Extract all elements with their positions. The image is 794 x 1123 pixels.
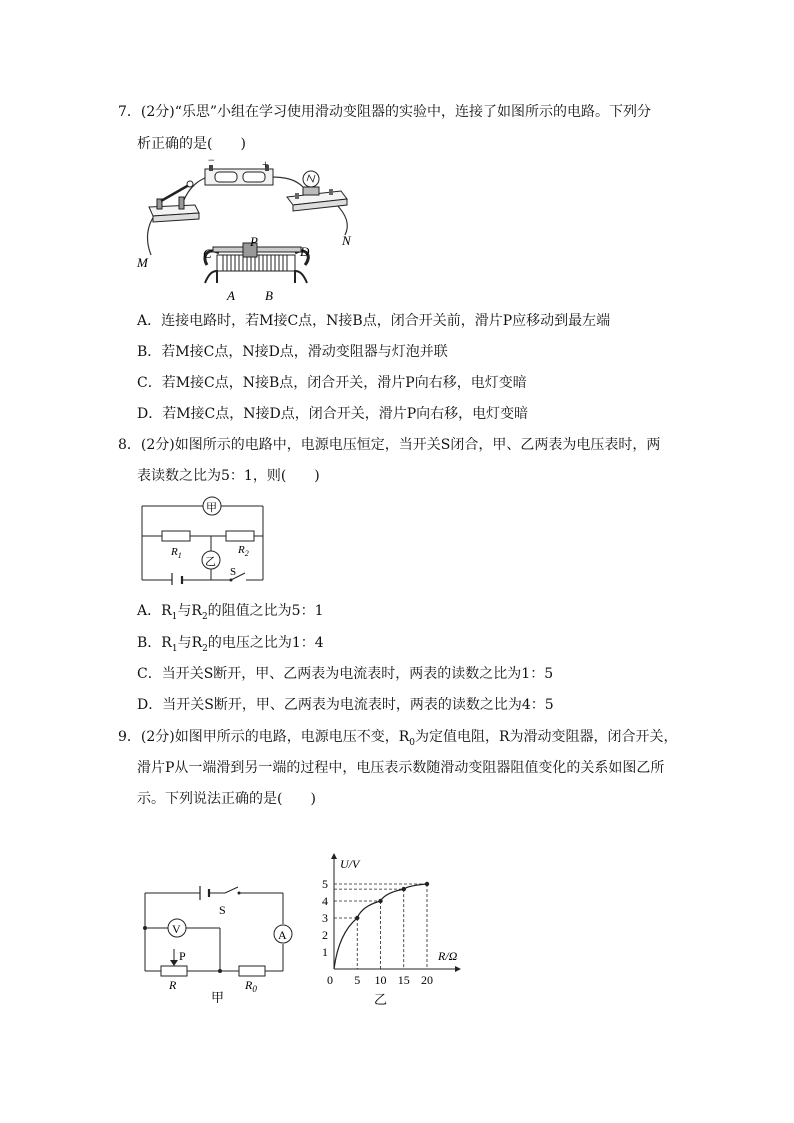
data-point-2 xyxy=(402,887,406,891)
q8-a-text3: 的阻值之比为5：1 xyxy=(207,603,324,619)
data-point-3 xyxy=(425,882,429,886)
slider-p-label: P xyxy=(250,234,258,249)
battery-minus-label: − xyxy=(208,155,215,167)
r0-subscript: 0 xyxy=(252,984,257,994)
q7-option-d: D．若M接C点，N接D点，闭合开关，滑片P向右移，电灯变暗 xyxy=(137,406,529,422)
r0-label: R xyxy=(245,978,253,992)
terminal-c-label: C xyxy=(203,246,212,261)
meter-jia-label: 甲 xyxy=(206,502,217,514)
lamp-device xyxy=(287,171,347,211)
svg-text:R0 xyxy=(244,978,257,994)
resistor-r2-icon xyxy=(226,531,254,541)
y-tick-label-1: 2 xyxy=(322,928,328,942)
rheostat-r-icon xyxy=(161,966,187,976)
q9-stem-line2: 滑片P从一端滑到另一端的过程中，电压表示数随滑动变阻器阻值变化的关系如图乙所 xyxy=(137,760,665,776)
switch-device xyxy=(149,181,199,222)
x-tick-label-2: 15 xyxy=(397,973,410,987)
q8-stem-line2: 表读数之比为5：1，则( ) xyxy=(137,468,320,484)
q8-b-text3: 的电压之比为1：4 xyxy=(207,635,324,651)
chart-x-axis-label: R/Ω xyxy=(438,949,458,963)
r2-subscript: 2 xyxy=(244,549,249,558)
r1-subscript: 1 xyxy=(177,551,182,560)
y-tick-label-0: 1 xyxy=(322,945,328,959)
resistor-r1-icon xyxy=(162,531,190,541)
q7-option-b: B．若M接C点，N接D点，滑动变阻器与灯泡并联 xyxy=(137,344,448,360)
q7-option-c: C．若M接C点，N接B点，闭合开关，滑片P向右移，电灯变暗 xyxy=(137,375,527,391)
q8-a-sub2: 2 xyxy=(201,611,208,622)
r1-label: R xyxy=(171,546,178,558)
y-tick-label-2: 3 xyxy=(322,911,328,925)
x-tick-label-3: 20 xyxy=(421,973,433,987)
q8-b-sub2: 2 xyxy=(202,643,208,654)
chart-guide-lines xyxy=(334,884,427,969)
q7-stem-line1: 7．(2分)“乐思”小组在学习使用滑动变阻器的实验中，连接了如图所示的电路。下列分 xyxy=(118,104,652,120)
y-tick-label-3: 4 xyxy=(322,894,328,908)
svg-text:R1 xyxy=(170,546,182,560)
y-tick-label-4: 5 xyxy=(322,877,328,891)
q9-stem-line3: 示。下列说法正确的是( ) xyxy=(137,791,316,807)
voltmeter-v-label: V xyxy=(172,922,181,936)
svg-text:R2 xyxy=(237,544,249,558)
q9-u-r-chart xyxy=(310,848,480,1008)
q9-stem-line1 xyxy=(118,727,678,753)
chart-origin-label: 0 xyxy=(327,973,333,987)
chart-y-tick-labels xyxy=(322,877,328,959)
chart-y-axis-label: U/V xyxy=(340,857,360,871)
resistor-r0-icon xyxy=(239,966,265,976)
q8-circuit-figure xyxy=(138,493,268,585)
rheostat-r-label: R xyxy=(169,978,177,992)
q8-option-a xyxy=(137,601,324,627)
q8-option-c: C．当开关S断开，甲、乙两表为电流表时，两表的读数之比为1：5 xyxy=(137,666,554,682)
q8-a-text2: 与R xyxy=(177,603,202,619)
terminal-b-label: B xyxy=(265,288,273,303)
slider-arrow-icon xyxy=(170,960,178,966)
figure-jia-caption: 甲 xyxy=(211,990,225,1003)
slider-p-label: P xyxy=(179,949,186,963)
data-point-0 xyxy=(355,916,359,920)
figure-yi-caption: 乙 xyxy=(374,992,388,1007)
q9-line1-text2: 为定值电阻，R为滑动变阻器，闭合开关， xyxy=(415,729,678,745)
switch-s-label: S xyxy=(219,903,226,917)
q7-stem-line2: 析正确的是( ) xyxy=(137,136,246,152)
terminal-a-label: A xyxy=(227,288,235,303)
q7-option-a: A．连接电路时，若M接C点，N接B点，闭合开关前，滑片P应移动到最左端 xyxy=(137,313,611,329)
q8-option-d: D．当开关S断开，甲、乙两表为电流表时，两表的读数之比为4：5 xyxy=(137,697,554,713)
q8-b-sub1: 1 xyxy=(171,643,178,654)
wire-n-label: N xyxy=(342,233,351,248)
q8-a-sub1: 1 xyxy=(171,611,178,622)
wire-m-label: M xyxy=(137,255,148,270)
ammeter-a-label: A xyxy=(278,928,287,942)
data-point-1 xyxy=(378,899,382,903)
meter-yi-label: 乙 xyxy=(205,556,216,568)
q8-stem-line1: 8．(2分)如图所示的电路中，电源电压恒定，当开关S闭合，甲、乙两表为电压表时，两 xyxy=(118,437,661,453)
chart-x-tick-labels xyxy=(354,973,433,987)
x-tick-label-1: 10 xyxy=(374,973,387,987)
q7-circuit-figure xyxy=(135,155,365,305)
x-tick-label-0: 5 xyxy=(354,973,361,987)
battery-plus-label: + xyxy=(262,157,269,171)
terminal-d-label: D xyxy=(300,244,310,259)
q8-b-text1: B．R xyxy=(137,635,172,651)
q9-circuit-figure xyxy=(135,878,300,1003)
switch-s-label: S xyxy=(230,566,237,578)
q8-a-text1: A．R xyxy=(137,603,172,619)
rheostat-device xyxy=(205,243,308,283)
q9-line1-sub: 0 xyxy=(409,737,416,748)
q8-b-text2: 与R xyxy=(177,635,203,651)
r2-label: R xyxy=(238,544,245,556)
q8-option-b xyxy=(137,633,324,659)
q9-line1-text1: 9．(2分)如图甲所示的电路，电源电压不变，R xyxy=(118,729,410,745)
